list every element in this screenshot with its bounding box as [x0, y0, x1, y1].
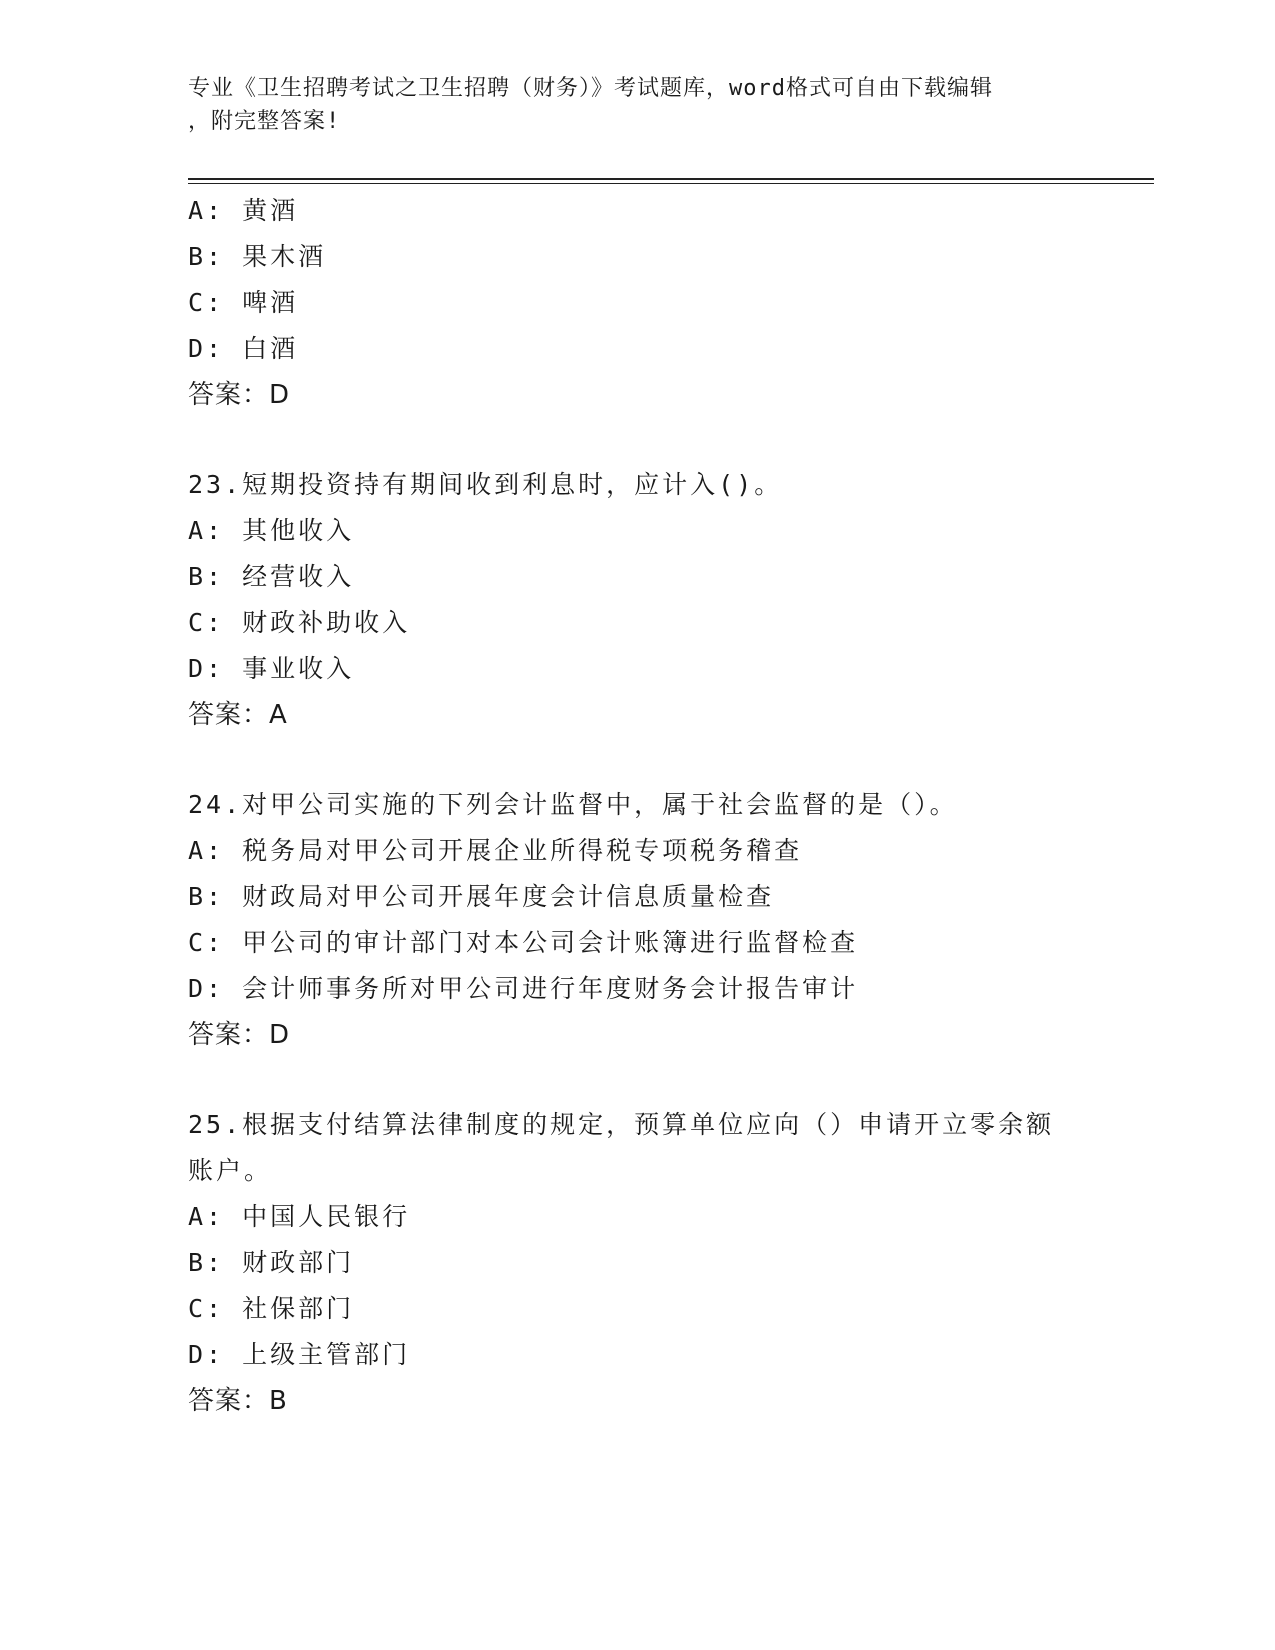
- option-a: A: 其他收入: [188, 516, 355, 545]
- option-d: D: 会计师事务所对甲公司进行年度财务会计报告审计: [188, 974, 859, 1003]
- header-divider-thin: [188, 183, 1154, 184]
- option-a: A: 黄酒: [188, 196, 299, 225]
- question-stem-line-2: 账户。: [188, 1156, 273, 1185]
- option-c: C: 社保部门: [188, 1294, 355, 1323]
- option-c: C: 甲公司的审计部门对本公司会计账簿进行监督检查: [188, 928, 859, 957]
- option-a: A: 税务局对甲公司开展企业所得税专项税务稽查: [188, 836, 803, 865]
- answer-line: 答案：D: [188, 1020, 291, 1050]
- option-b: B: 财政部门: [188, 1248, 355, 1277]
- header-line-1: 专业《卫生招聘考试之卫生招聘（财务）》考试题库，word格式可自由下载编辑: [188, 76, 993, 101]
- answer-line: 答案：B: [188, 1386, 288, 1416]
- option-c: C: 财政补助收入: [188, 608, 411, 637]
- question-stem: 24.对甲公司实施的下列会计监督中，属于社会监督的是（）。: [188, 790, 958, 819]
- question-25: [188, 1102, 1088, 1424]
- option-b: B: 经营收入: [188, 562, 355, 591]
- option-d: D: 上级主管部门: [188, 1340, 411, 1369]
- question-list: [188, 188, 1088, 1424]
- option-d: D: 白酒: [188, 334, 299, 363]
- option-b: B: 果木酒: [188, 242, 327, 271]
- answer-line: 答案：D: [188, 380, 291, 410]
- question-stem-line-1: 25.根据支付结算法律制度的规定，预算单位应向（）申请开立零余额: [188, 1110, 1055, 1139]
- option-a: A: 中国人民银行: [188, 1202, 411, 1231]
- option-b: B: 财政局对甲公司开展年度会计信息质量检查: [188, 882, 775, 911]
- header-line-2: ，附完整答案!: [188, 109, 341, 134]
- question-stem: 23.短期投资持有期间收到利息时，应计入()。: [188, 470, 783, 499]
- option-d: D: 事业收入: [188, 654, 355, 683]
- answer-line: 答案：A: [188, 700, 288, 730]
- option-c: C: 啤酒: [188, 288, 299, 317]
- header-divider-thick: [188, 178, 1154, 180]
- question-22-continued: [188, 188, 1088, 418]
- document-header: [188, 72, 1088, 138]
- question-24: [188, 782, 1088, 1058]
- question-23: [188, 462, 1088, 738]
